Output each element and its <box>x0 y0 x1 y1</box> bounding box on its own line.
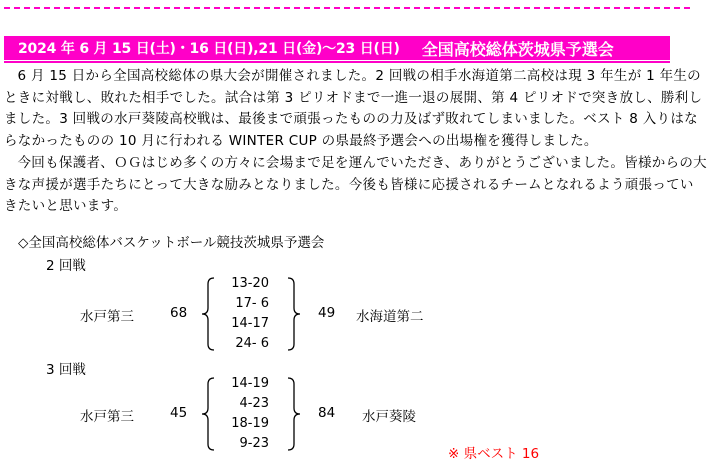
round-3-period-4: 9-23 <box>235 436 269 451</box>
round-2-opponent-score: 49 <box>318 305 336 321</box>
round-2-left-brace <box>200 276 216 352</box>
event-date-range: 2024 年 6 月 15 日(土)・16 日(日),21 日(金)～23 日(日) <box>18 41 400 57</box>
title-banner <box>4 36 670 60</box>
round-2-team: 水戸第三 <box>80 309 134 325</box>
round-3-period-1: 14-19 <box>231 376 269 391</box>
round-3-label: 3 回戦 <box>46 362 86 378</box>
round-2-opponent: 水海道第二 <box>356 309 424 325</box>
event-title: 全国高校総体茨城県予選会 <box>421 39 614 59</box>
round-2-team-score: 68 <box>170 305 188 321</box>
round-3-period-2: 4-23 <box>235 396 269 411</box>
round-3-opponent-score: 84 <box>318 405 336 421</box>
round-2-period-2: 17- 6 <box>235 296 269 311</box>
title-underline <box>4 61 670 63</box>
round-3-period-3: 18-19 <box>231 416 269 431</box>
best-16-note: ※ 県ベスト 16 <box>448 446 540 462</box>
top-dashed-divider <box>4 7 690 9</box>
round-3-right-brace <box>286 376 302 452</box>
round-3-left-brace <box>200 376 216 452</box>
round-2-period-1: 13-20 <box>231 276 269 291</box>
report-paragraph-2: 今回も保護者、ＯＧはじめ多くの方々に会場まで足を運んでいただき、ありがとうございました。皆様からの大きな声援が選手たちにとって大きな励みとなりました。今後も皆様に応援されるチームとなれるよう頑張っていきたいと思います。 <box>4 155 707 214</box>
round-2-right-brace <box>286 276 302 352</box>
round-3-team: 水戸第三 <box>80 409 134 425</box>
report-paragraph-1: 6 月 15 日から全国高校総体の県大会が開催されました。2 回戦の相手水海道第二高校は現 3 年生が 1 年生のときに対戦し、敗れた相手でした。試合は第 3 ピリオドまで一進一退の展開、第 4 ピリオドで突き放し、勝利しました。3 回戦の水戸葵陵高校戦は、最後まで頑張ったものの力及ばず敗れてしまいました。ベスト 8 入りはならなかったものの 10 月に行われる WINTER CUP の県最終予選会への出場権を獲得しました。 <box>4 68 703 149</box>
results-heading: ◇全国高校総体バスケットボール競技茨城県予選会 <box>18 235 325 251</box>
round-2-period-3: 14-17 <box>231 316 269 331</box>
round-2-period-4: 24- 6 <box>235 336 269 351</box>
round-2-label: 2 回戦 <box>46 258 86 274</box>
round-3-team-score: 45 <box>170 405 188 421</box>
round-3-opponent: 水戸葵陵 <box>362 409 416 425</box>
